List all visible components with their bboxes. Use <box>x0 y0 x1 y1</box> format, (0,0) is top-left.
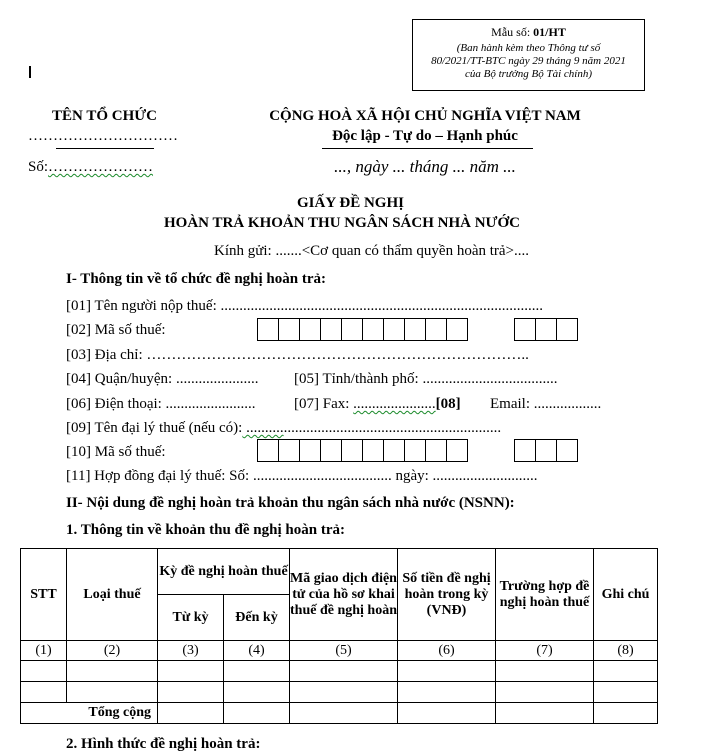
fax-label: [07] Fax: <box>294 396 350 412</box>
form-issued-line2: 80/2021/TT-BTC ngày 29 tháng 9 năm 2021 <box>431 55 626 67</box>
date-line: ..., ngày ... tháng ... năm ... <box>334 157 516 176</box>
column-number-row <box>21 641 658 661</box>
form-code-label: Mẫu số: <box>491 25 534 39</box>
country-name: CỘNG HOÀ XÃ HỘI CHỦ NGHĨA VIỆT NAM <box>269 108 581 124</box>
table-cell[interactable] <box>398 661 496 682</box>
table-cell[interactable] <box>67 682 158 703</box>
document-number-label: Số: <box>28 159 49 175</box>
field-province: [05] Tỉnh/thành phố: .................................... <box>294 371 558 387</box>
table-cell[interactable] <box>398 703 496 724</box>
document-title: GIẤY ĐỀ NGHỊ <box>297 195 404 211</box>
field-agent-contract: [11] Hợp đồng đại lý thuế: Số: ..................................... ngày: ............................ <box>66 468 538 484</box>
form-code-value: 01/HT <box>533 25 566 39</box>
tax-agent-label: [09] Tên đại lý thuế (nếu có): <box>66 420 243 436</box>
tax-agent-dots: .......... <box>242 420 284 436</box>
header-tax-type: Loại thuế <box>67 549 158 641</box>
column-number: (4) <box>224 641 290 661</box>
table-cell[interactable] <box>594 682 658 703</box>
field-tax-code-label: [02] Mã số thuế: <box>66 322 166 338</box>
table-cell[interactable] <box>496 703 594 724</box>
field-email: Email: .................. <box>490 396 602 412</box>
column-number: (8) <box>594 641 658 661</box>
table-cell[interactable] <box>496 682 594 703</box>
header-transaction-code: Mã giao dịch điện tử của hồ sơ khai thuế đề nghị hoàn <box>290 549 398 641</box>
table-cell[interactable] <box>158 682 224 703</box>
table-cell[interactable] <box>398 682 496 703</box>
column-number: (2) <box>67 641 158 661</box>
section2-sub1: 1. Thông tin về khoản thu đề nghị hoàn trả: <box>66 522 345 538</box>
tax-agent-dots-rest: .......................................................... <box>283 420 502 436</box>
org-name-dots: ………………………… <box>28 128 178 144</box>
email-field-number: [08] <box>435 396 461 412</box>
form-code-box <box>412 19 645 91</box>
document-subtitle: HOÀN TRẢ KHOẢN THU NGÂN SÁCH NHÀ NƯỚC <box>164 215 520 231</box>
table-row[interactable] <box>21 661 658 682</box>
document-number <box>28 159 153 176</box>
header-refund-amount: Số tiền đề nghị hoàn trong kỳ (VNĐ) <box>398 549 496 641</box>
section1-heading: I- Thông tin về tổ chức đề nghị hoàn trả: <box>66 271 327 287</box>
recipient-line: Kính gửi: .......<Cơ quan có thẩm quyền hoàn trả>.... <box>214 243 530 259</box>
table-cell[interactable] <box>594 661 658 682</box>
form-issued-line1: (Ban hành kèm theo Thông tư số <box>456 42 601 54</box>
header-notes: Ghi chú <box>594 549 658 641</box>
form-issued-line3: của Bộ trưởng Bộ Tài chính) <box>464 68 593 80</box>
org-underline <box>56 148 154 149</box>
field-address: [03] Địa chỉ: ………………………………………………………………….. <box>66 347 529 363</box>
field-tax-agent-name <box>66 420 501 437</box>
column-number: (1) <box>21 641 67 661</box>
table-cell[interactable] <box>158 661 224 682</box>
field-agent-tax-code-label: [10] Mã số thuế: <box>66 444 166 460</box>
column-number: (3) <box>158 641 224 661</box>
org-name: TÊN TỔ CHỨC <box>52 108 158 124</box>
table-cell[interactable] <box>496 661 594 682</box>
header-refund-case: Trường hợp đề nghị hoàn thuế <box>496 549 594 641</box>
form-code <box>413 25 644 39</box>
table-cell[interactable] <box>290 661 398 682</box>
table-cell[interactable] <box>67 661 158 682</box>
agent-tax-code-boxes[interactable] <box>257 439 468 462</box>
table-row[interactable] <box>21 682 658 703</box>
table-cell[interactable] <box>224 682 290 703</box>
table-cell[interactable] <box>594 703 658 724</box>
total-row <box>21 703 658 724</box>
document-number-dots: ………………… <box>48 159 154 175</box>
header-to-period: Đến kỳ <box>224 595 290 641</box>
refund-table <box>20 548 658 724</box>
header-refund-period: Kỳ đề nghị hoàn thuế <box>158 549 290 595</box>
fax-dots: ...................... <box>353 396 436 412</box>
national-motto: Độc lập - Tự do – Hạnh phúc <box>332 128 518 144</box>
table-cell[interactable] <box>21 661 67 682</box>
column-number: (6) <box>398 641 496 661</box>
section2-heading: II- Nội dung đề nghị hoàn trả khoản thu ngân sách nhà nước (NSNN): <box>66 495 515 511</box>
agent-tax-code-branch-boxes[interactable] <box>514 439 578 462</box>
table-cell[interactable] <box>224 703 290 724</box>
table-cell[interactable] <box>224 661 290 682</box>
field-taxpayer-name: [01] Tên người nộp thuế: ...................................................................................... <box>66 298 544 314</box>
field-district: [04] Quận/huyện: ...................... <box>66 371 259 387</box>
tax-code-branch-boxes[interactable] <box>514 318 578 341</box>
table-cell[interactable] <box>21 682 67 703</box>
total-label <box>21 703 158 724</box>
table-cell[interactable] <box>290 703 398 724</box>
section2-sub2: 2. Hình thức đề nghị hoàn trả: <box>66 736 261 752</box>
text-cursor <box>29 66 31 78</box>
column-number: (7) <box>496 641 594 661</box>
tax-code-boxes[interactable] <box>257 318 468 341</box>
table-cell[interactable] <box>290 682 398 703</box>
header-stt: STT <box>21 549 67 641</box>
field-fax <box>294 396 461 413</box>
total-label-text: Tổng cộng <box>88 705 151 720</box>
field-phone: [06] Điện thoại: ........................ <box>66 396 256 412</box>
motto-underline <box>322 148 533 149</box>
table-cell[interactable] <box>158 703 224 724</box>
column-number: (5) <box>290 641 398 661</box>
header-from-period: Từ kỳ <box>158 595 224 641</box>
